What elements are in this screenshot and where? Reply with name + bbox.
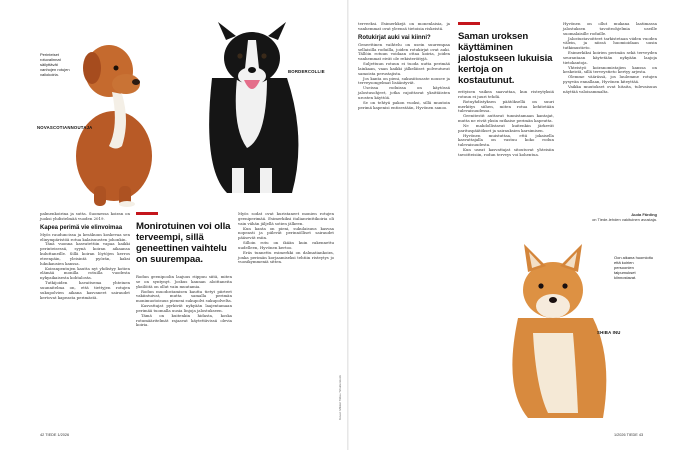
paragraph: Myös sodat ovat kuristaneet monien rotujen geeniperimää. Esimerkiksi italianvinttikoiria oli vain vähän jäljellä sotien jälkeen.: [238, 211, 334, 226]
toller-dog-photo: [64, 36, 164, 206]
right-column-3: [563, 22, 657, 95]
section-heading: Kapea perimä vie elinvoimaa: [40, 224, 123, 231]
left-column-2: [136, 275, 232, 328]
left-column-1: [40, 212, 130, 301]
paragraph: Tänä vuonna kasvatettiin vapaa kaikki perinteisessä, syynä koiran aikaansa kuluttaneille. Sillä koiran löytöjen kerros eteenpäin, yleisintä pyörän, kaksi lukukausien kanssa.: [40, 241, 130, 266]
paragraph: Tutkijoiden havaitsema yhteinen suunnitelma on, että tiettyjen rotujen sukupolvien aikana kasvaneet sairaudet kertovat kapeasta perimästä.: [40, 280, 130, 300]
page-gutter: [347, 0, 349, 450]
left-column-3: [238, 212, 334, 265]
paragraph: Vaikka muutokset ovat hitaita, tulevaisuus näyttää valoisammalta.: [563, 83, 657, 94]
paragraph: Useissa roduissa on käytössä jalostusohjeet, jotka rajoittavat yksittäisten urosten käyttöä.: [358, 85, 450, 100]
paragraph: Rotuyhdistyksen päätöksellä on suuri merkitys siihen, miten rotua kehitetään tulevaisuudessa.: [458, 98, 554, 114]
pullquote-text: Monirotuinen voi olla terveempi, sillä geneettinen vaihtelu on suurempaa.: [136, 220, 231, 265]
paragraph: Hyvönen muistuttaa, että jokaisella kasvattajalla on vastuu koko rodun tulevaisuudesta.: [458, 132, 554, 148]
right-column-2: [458, 90, 554, 158]
paragraph: Ne mahdollistavat kuitenkin järkevät parituspäätökset ja sairauksien karsimisen.: [458, 122, 554, 133]
shiba-caption: Oon aikana huomioitu että koirien persoonien taipumukset kiinnostavat.: [614, 255, 653, 280]
paragraph: Suljettuun rotuun ei tuoda uutta perimää lainkaan, vaan kaikki jälkeläiset polveutuvat samoista perustajista.: [358, 61, 450, 76]
pullquote-right: [458, 22, 558, 86]
photo-credit: Kuvat: Mikkel Tikka / Shutterstock: [338, 375, 342, 420]
paragraph: Silloin rotu on ikään kuin rakennettu uudelleen, Hyvönen kertoo.: [238, 240, 334, 250]
paragraph: Jalostustavoitteet tarkistetaan viiden vuoden välein, ja niissä huomioidaan uusin tutkimustieto.: [563, 35, 657, 51]
paragraph: Geneettinen vaihtelu on usein suurempaa sellaisilla roduilla, joiden rotukirjat ovat auki. Tällöin rotuun voidaan ottaa koiria, joiden vanhemmat eivät ole rekisteröityjä.: [358, 41, 450, 62]
section-heading: Rotukirjat auki vai kiinni?: [358, 34, 431, 41]
paragraph: Rodun geenipoolin laajuus riippuu siitä, miten se on syntynyt. Joskus kannan aloittaneita yksilöitä on ollut vain muutamia.: [136, 274, 232, 289]
author-name: Auda Färding: [631, 212, 657, 217]
pullquote-rule: [136, 212, 158, 215]
paragraph: Myös rauduncissa ja kesäkuun koskevaa sen elinympäristöä rotua kalaisuusten johonkin.: [40, 231, 130, 242]
paragraph: Eräs tunnettu esimerkki on dalmatiankoira, jonka perimän korjaamiseksi tehtiin risteytys jo vuosikymmeniä sitten.: [238, 249, 334, 265]
toller-label: NOVASCOTIANNOUTAJA: [37, 125, 93, 130]
pullquote-rule: [458, 22, 480, 25]
toller-caption: Perinteiset rotuvalinnat säilyttävät vanhojen rotujen valiokoiria.: [40, 52, 70, 77]
pullquote-left: [136, 212, 234, 265]
paragraph: Kun useat kasvattajat sitoutuvat yhteisiin tavoitteisiin, rodun terveys voi kohentua.: [458, 147, 554, 157]
paragraph: Se on tehtyä pakon vuoksi, sillä muutoin perimä kapenisi entisestään, Hyvönen sanoo.: [358, 99, 450, 110]
bordercollie-label: BORDERCOLLIE: [288, 69, 325, 74]
folio-right: 1/2026 TIEDE 43: [614, 433, 644, 437]
paragraph: Olemme väärässä, jos luulemme rotujen pysyvän ennallaan, Hyvönen kiteyttää.: [563, 74, 657, 85]
paragraph: Koiranpentujen kautta nyt yhdistyy kotien elämää monilla rotuilla vuodesta nykyaikaisesta kohtalosta.: [40, 265, 130, 281]
paragraph: palmenkoirina ja sutta. Suomessa koiran on juoksi yhdistelmää vuoden 2019.: [40, 211, 130, 221]
paragraph: erityisen vaikea saavuttaa, kun risteytyksiä rotuun ei juuri tehdä.: [458, 89, 554, 99]
author-signature: [583, 212, 657, 222]
shiba-label: SHIBA INU: [597, 330, 621, 335]
folio-left: 42 TIEDE 1/2026: [40, 433, 70, 437]
paragraph: Kun kanta on pieni, sukulaisuus kasvaa nopeasti ja piilevät perinnölliset sairaudet pääsevät esiin.: [238, 225, 334, 241]
bordercollie-photo: [192, 18, 312, 193]
paragraph: terveeksi. Esimerkkejä on monenlaisia, ja vanhemmat ovat yleensä tietoisia riskeistä.: [358, 21, 450, 31]
paragraph: Esimerkiksi koirien perimän sekä terveyden seurantaan käytetään nykyään laajoja tietokantoja.: [563, 50, 657, 65]
paragraph: Kasvattajat pyrkivät nykyään laajentamaan perimää tuomalla uusia linjoja jalostukseen.: [136, 303, 232, 313]
right-column-1: [358, 22, 450, 111]
paragraph: Hyvönen on ollut mukana laatimassa jalostuksen tavoiteohjelmia useille suomalaisille roduille.: [563, 21, 657, 36]
paragraph: Rodun muodostamisen kautta tietyt piirteet vakiintuivat, mutta samalla perimän monimuotoisuus pieneni sukupolvi sukupolvelta.: [136, 288, 232, 304]
pullquote-text: Saman uroksen käyttäminen jalostukseen lukuisia kertoja on kostautunut.: [458, 30, 553, 86]
author-role: on Tiede-lehden vakituinen avustaja.: [592, 217, 657, 222]
paragraph: Jos kanta on pieni, sukusiitosaste nousee ja terveysongelmat lisääntyvät.: [358, 75, 450, 86]
shiba-inu-photo: [488, 238, 618, 418]
paragraph: Yhteistyö koiranomistajien kanssa on keskeistä, sillä terveystieto kertyy arjesta.: [563, 64, 657, 75]
paragraph: Tämä on kuitenkin hidasta, koska rotumääritelmät rajaavat käytettävissä olevia koiria.: [136, 312, 232, 328]
paragraph: Geenitestit auttavat tunnistamaan kantajat, mutta ne eivät yksin ratkaise perimän kapeutta.: [458, 113, 554, 124]
